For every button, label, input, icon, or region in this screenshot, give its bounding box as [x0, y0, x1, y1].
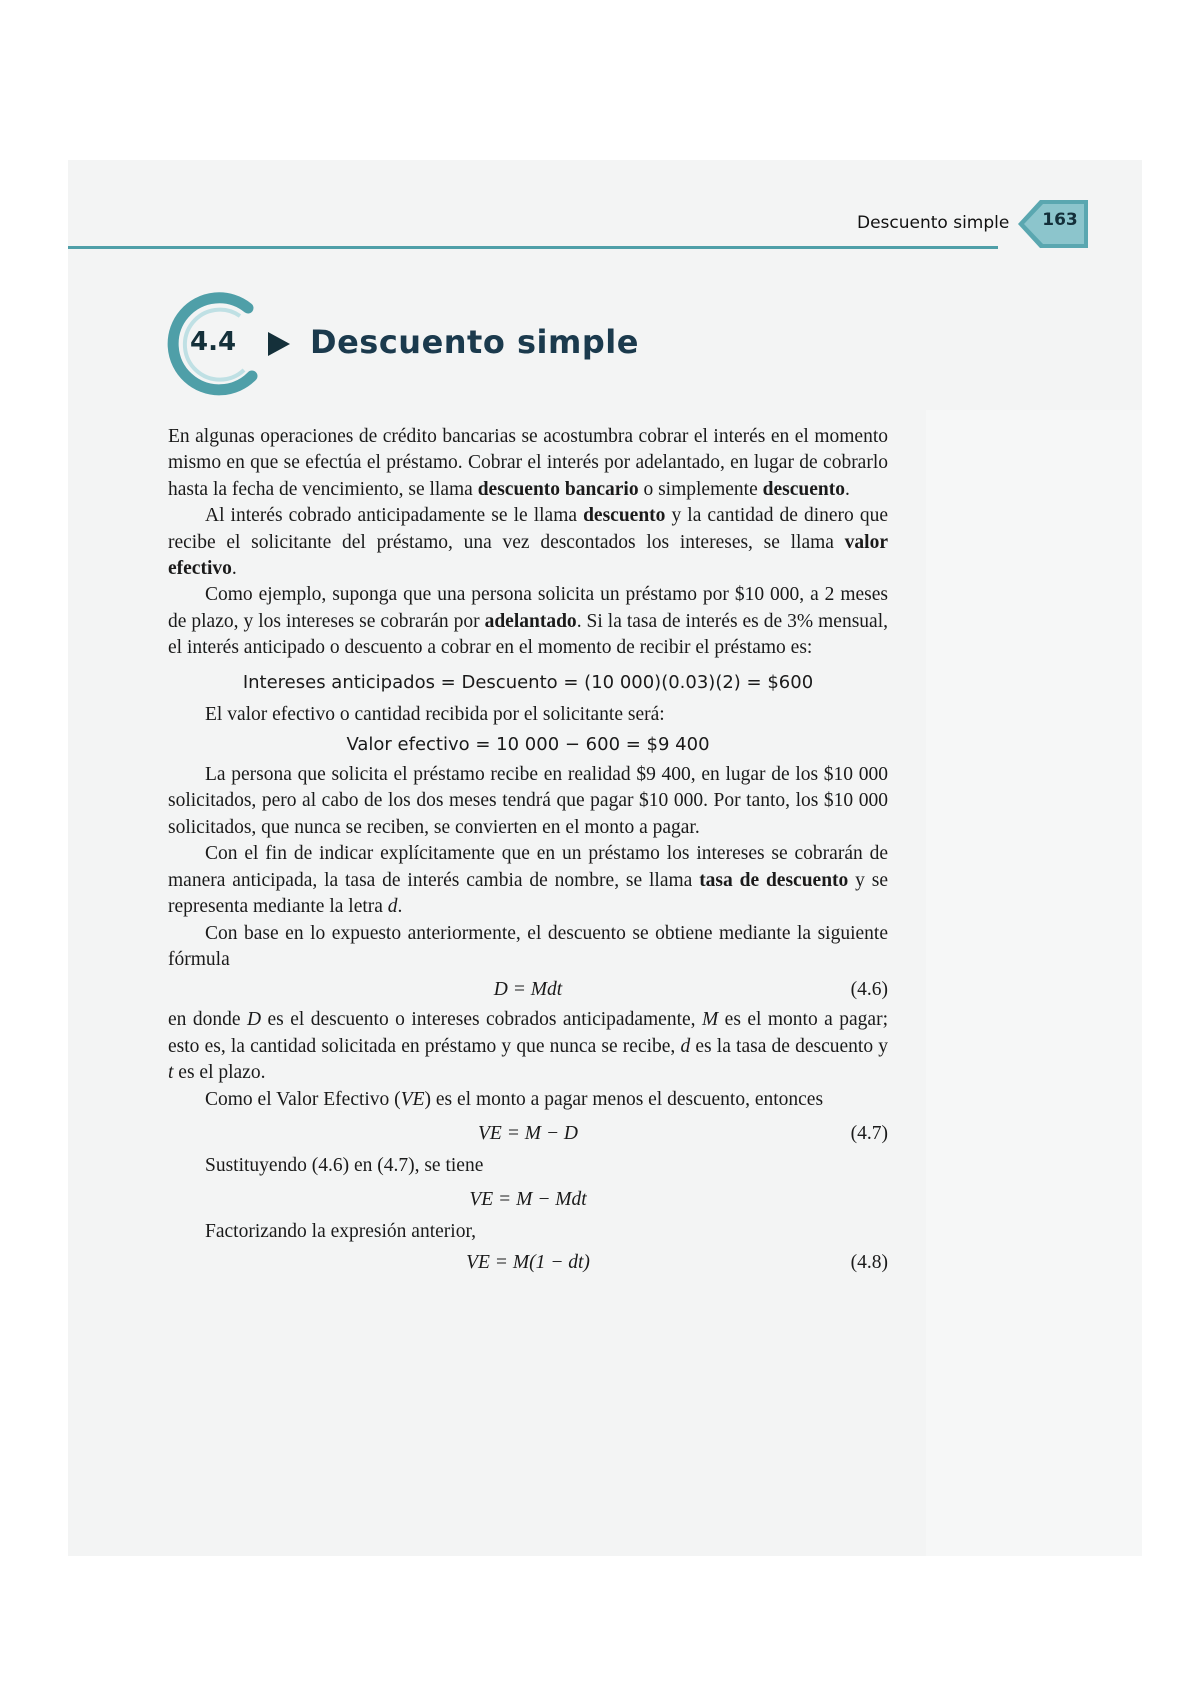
paragraph: Con el fin de indicar explícitamente que en un préstamo los intereses se cobrarán de manera anticipada, la tasa de interés cambia de nombre, se llama tasa de descuento y se representa mediante la letra d.	[168, 843, 889, 918]
paragraph: Factorizando la expresión anterior,	[205, 1221, 477, 1243]
section-title: Descuento simple	[310, 323, 639, 361]
section-arrow-icon	[268, 332, 290, 356]
equation-number: (4.6)	[850, 979, 888, 1001]
page-body	[168, 424, 888, 1280]
page-number: 163	[1042, 210, 1078, 230]
equation-substitution: VE = M − Mdt	[469, 1189, 587, 1211]
header-rule	[68, 246, 998, 249]
equation-number: (4.8)	[850, 1251, 888, 1273]
paragraph: Al interés cobrado anticipadamente se le llama descuento y la cantidad de dinero que recibe el solicitante del préstamo, una vez descontados los intereses, se llama valor efectivo.	[168, 505, 889, 580]
equation-4-6: D = Mdt (4.6)	[168, 973, 888, 1007]
paragraph: Como ejemplo, suponga que una persona solicita un préstamo por $10 000, a 2 meses de plazo, y los intereses se cobrarán por adelantado. Si la tasa de interés es de 3% mensual, el interés anticipado o descuento a cobrar en el momento de recibir el préstamo es:	[168, 584, 888, 659]
running-header-title: Descuento simple	[857, 213, 1010, 233]
scanned-page-edge	[926, 410, 1142, 1556]
paragraph: Como el Valor Efectivo (VE) es el monto a pagar menos el descuento, entonces	[205, 1088, 824, 1110]
equation-4-8: VE = M(1 − dt) (4.8)	[168, 1246, 888, 1280]
paragraph: La persona que solicita el préstamo recibe en realidad $9 400, en lugar de los $10 000 solicitados, pero al cabo de los dos meses tendrá que pagar $10 000. Por tanto, los $10 000 solicitados, que nunca se reciben, se convierten en el monto a pagar.	[168, 764, 888, 838]
equation-intereses-anticipados: Intereses anticipados = Descuento = (10 000)(0.03)(2) = $600	[242, 671, 814, 693]
paragraph: Sustituyendo (4.6) en (4.7), se tiene	[205, 1154, 484, 1176]
equation-4-7: VE = M − D (4.7)	[168, 1113, 888, 1153]
equation-valor-efectivo: Valor efectivo = 10 000 − 600 = $9 400	[346, 734, 710, 756]
equation-number: (4.7)	[850, 1122, 888, 1144]
paragraph: El valor efectivo o cantidad recibida por el solicitante será:	[205, 703, 665, 725]
section-number: 4.4	[190, 327, 237, 357]
paragraph: en donde D es el descuento o intereses cobrados anticipadamente, M es el monto a pagar; esto es, la cantidad solicitada en préstamo y que nunca se recibe, d es la tasa de descuento y t es el plazo.	[168, 1009, 889, 1084]
paragraph: Con base en lo expuesto anteriormente, el descuento se obtiene mediante la siguiente fórmula	[168, 922, 888, 970]
paragraph: En algunas operaciones de crédito bancarias se acostumbra cobrar el interés en el momento mismo en que se efectúa el préstamo. Cobrar el interés por adelantado, en lugar de cobrarlo hasta la fecha de vencimiento, se llama descuento bancario o simplemente descuento.	[168, 426, 888, 500]
